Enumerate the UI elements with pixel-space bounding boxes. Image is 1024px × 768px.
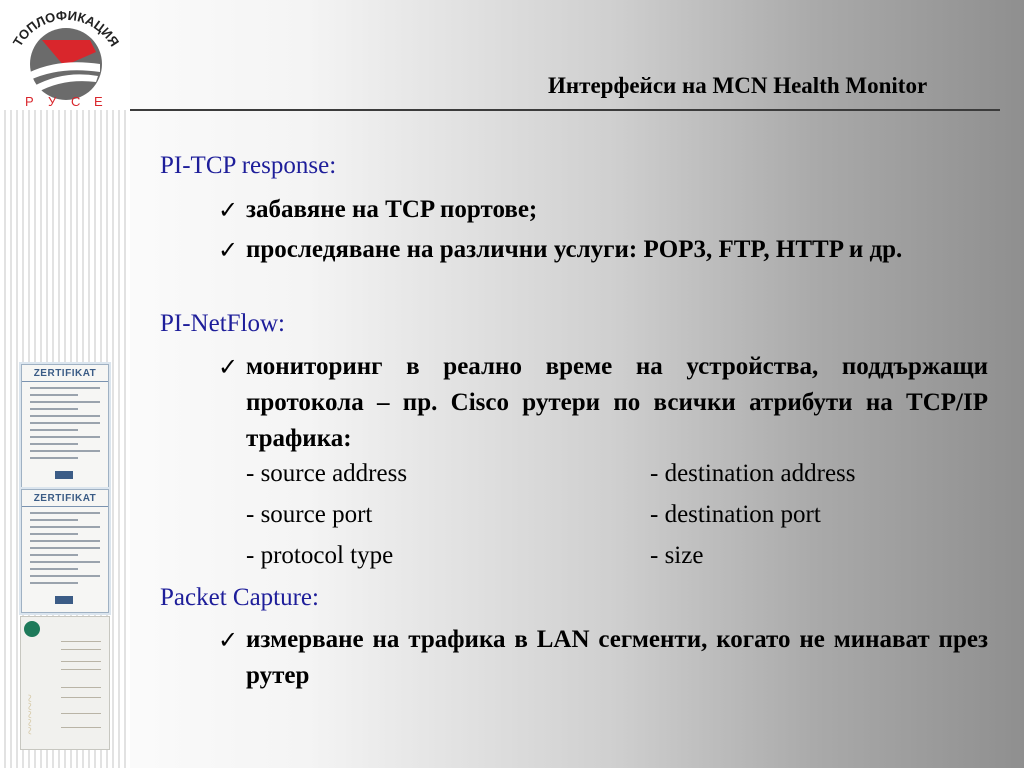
netflow-attribute: - protocol type (246, 542, 394, 569)
logo-graphic (0, 0, 130, 110)
logo-arc-text: ТОПЛОФИКАЦИЯ (9, 7, 123, 50)
accreditation-certificate-image (20, 616, 110, 750)
netflow-attribute: - destination address (650, 460, 856, 487)
section-heading: PI-TCP response: (160, 152, 337, 179)
bullet-item (218, 192, 988, 228)
netflow-attribute: - size (650, 542, 704, 569)
netflow-attribute: - source address (246, 460, 408, 487)
check-icon: ✓ (218, 236, 239, 264)
logo-letter: Р (25, 94, 34, 109)
section-heading: PI-NetFlow: (160, 310, 285, 337)
bullet-item (218, 232, 988, 268)
logo-letter: Е (94, 94, 103, 109)
slide-title: Интерфейси на MCN Health Monitor (548, 73, 928, 98)
bullet-item (218, 622, 988, 694)
logo-letter: С (71, 94, 81, 109)
section-heading: Packet Capture: (160, 584, 319, 611)
netflow-attribute: - source port (246, 501, 373, 528)
certificate-title: ZERTIFIKAT (22, 493, 108, 507)
bullet-text: измерване на трафика в LAN сегменти, когато не минават през рутер (246, 626, 988, 689)
seal-icon (24, 621, 40, 637)
bullet-text: забавяне на TCP портове; (246, 196, 538, 223)
check-icon: ✓ (218, 196, 239, 224)
check-icon: ✓ (218, 353, 239, 381)
bullet-text: проследяване на различни услуги: POP3, FTP, HTTP и др. (246, 236, 903, 263)
bullet-text: мониторинг в реално време на устройства, поддържащи протокола – пр. Cisco рутери по всички атрибути на TCP/IP трафика: (246, 353, 988, 452)
bullet-item (218, 349, 988, 457)
certificate-image (21, 364, 109, 488)
logo-letter: У (48, 94, 57, 109)
netflow-attribute: - destination port (650, 501, 821, 528)
title-divider (130, 109, 1000, 111)
certificate-image (21, 489, 109, 613)
company-logo (0, 0, 130, 110)
check-icon: ✓ (218, 626, 239, 654)
watermark-icon: ~~~~~ (23, 694, 39, 735)
certificate-title: ZERTIFIKAT (22, 368, 108, 382)
